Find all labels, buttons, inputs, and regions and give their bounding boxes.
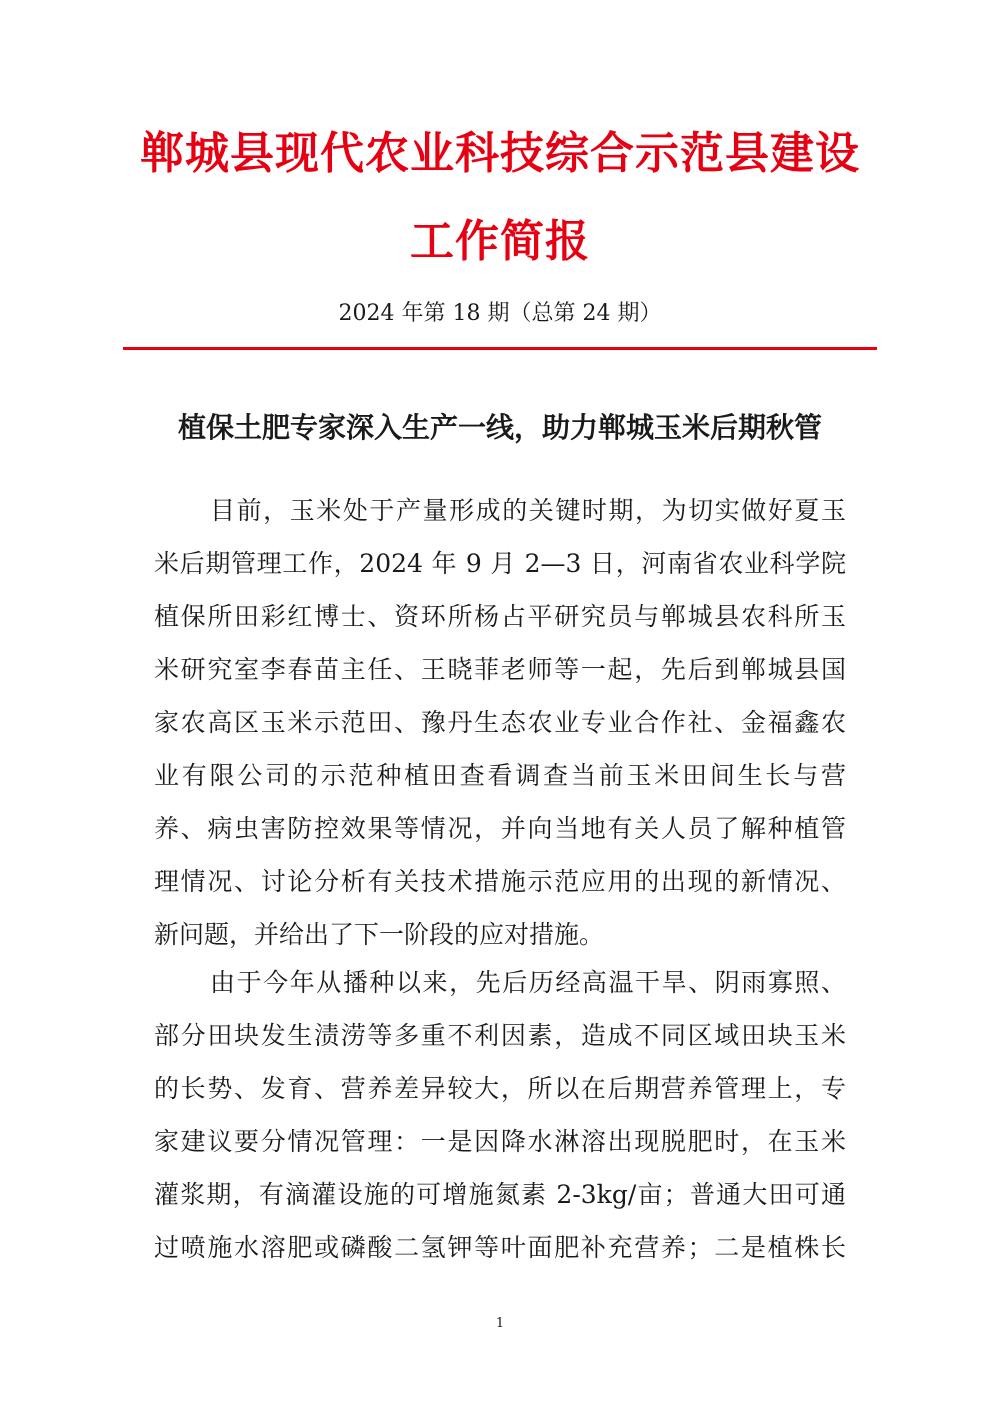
page-number: 1 (495, 1316, 505, 1331)
paragraph-line: 部分田块发生渍涝等多重不利因素，造成不同区域田块玉米 (154, 1021, 846, 1050)
paragraph-line: 养、病虫害防控效果等情况，并向当地有关人员了解种植管 (154, 814, 846, 843)
article-paragraph-2 (154, 956, 846, 1274)
paragraph-line: 米后期管理工作，2024 年 9 月 2—3 日，河南省农业科学院 (154, 549, 846, 578)
paragraph-line: 家建议要分情况管理：一是因降水淋溶出现脱肥时，在玉米 (154, 1127, 846, 1156)
paragraph-line: 的长势、发育、营养差异较大，所以在后期营养管理上，专 (154, 1074, 846, 1103)
article-paragraph-1 (154, 484, 846, 961)
paragraph-line: 目前，玉米处于产量形成的关键时期，为切实做好夏玉 (210, 496, 846, 525)
paragraph-line: 新问题，并给出了下一阶段的应对措施。 (154, 920, 605, 949)
paragraph-line: 家农高区玉米示范田、豫丹生态农业专业合作社、金福鑫农 (154, 708, 846, 737)
article-title: 植保土肥专家深入生产一线，助力郸城玉米后期秋管 (177, 411, 822, 444)
masthead-title-line-2: 工作简报 (410, 216, 590, 267)
masthead-title-line-1: 郸城县现代农业科技综合示范县建设 (140, 128, 860, 179)
masthead-red-rule (123, 347, 877, 350)
paragraph-line: 米研究室李春苗主任、王晓菲老师等一起，先后到郸城县国 (154, 655, 846, 684)
paragraph-line: 由于今年从播种以来，先后历经高温干旱、阴雨寡照、 (210, 968, 846, 997)
paragraph-line: 植保所田彩红博士、资环所杨占平研究员与郸城县农科所玉 (154, 602, 846, 631)
issue-number: 2024 年第 18 期（总第 24 期） (338, 301, 662, 326)
paragraph-line: 过喷施水溶肥或磷酸二氢钾等叶面肥补充营养；二是植株长 (154, 1233, 846, 1262)
paragraph-line: 理情况、讨论分析有关技术措施示范应用的出现的新情况、 (154, 867, 846, 896)
paragraph-line: 灌浆期，有滴灌设施的可增施氮素 2-3kg/亩；普通大田可通 (154, 1180, 846, 1209)
paragraph-line: 业有限公司的示范种植田查看调查当前玉米田间生长与营 (154, 761, 846, 790)
